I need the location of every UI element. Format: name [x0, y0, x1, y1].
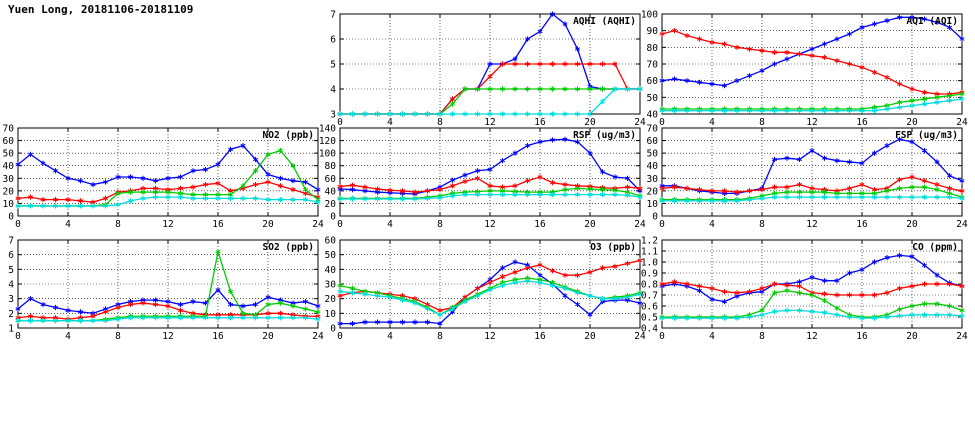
y-tick-label: 30 — [646, 173, 658, 185]
x-tick-label: 12 — [484, 219, 496, 230]
y-tick-label: 10 — [646, 198, 658, 210]
chart-svg-fsp — [632, 124, 966, 232]
x-tick-label: 0 — [15, 331, 21, 342]
y-tick-label: 0.5 — [640, 312, 658, 324]
y-tick-label: 50 — [324, 250, 336, 262]
y-tick-label: 60 — [646, 76, 658, 88]
plot-frame — [18, 128, 318, 216]
y-tick-label: 4 — [8, 279, 14, 291]
x-tick-label: 8 — [759, 331, 765, 342]
grid-lines — [662, 128, 962, 216]
y-tick-label: 0.9 — [640, 268, 658, 280]
x-tick-label: 20 — [906, 219, 918, 230]
x-tick-label: 4 — [387, 219, 393, 230]
y-tick-label: 1 — [8, 323, 14, 335]
y-tick-label: 6 — [8, 250, 14, 262]
y-tick-label: 4 — [330, 84, 336, 96]
y-tick-label: 60 — [324, 235, 336, 247]
y-tick-label: 80 — [324, 161, 336, 173]
y-tick-label: 10 — [2, 198, 14, 210]
y-tick-label: 0 — [330, 211, 336, 223]
x-tick-label: 16 — [534, 117, 546, 128]
series-line — [18, 252, 318, 321]
y-tick-label: 40 — [646, 109, 658, 121]
y-tick-label: 60 — [2, 136, 14, 148]
x-tick-label: 24 — [956, 117, 968, 128]
x-tick-label: 0 — [337, 331, 343, 342]
x-tick-label: 8 — [437, 219, 443, 230]
x-tick-label: 24 — [634, 331, 646, 342]
chart-panel-fsp — [632, 124, 966, 232]
x-tick-label: 16 — [856, 117, 868, 128]
x-tick-label: 8 — [759, 117, 765, 128]
y-tick-label: 40 — [324, 186, 336, 198]
chart-svg-co — [632, 236, 966, 344]
x-tick-label: 24 — [634, 219, 646, 230]
chart-svg-so2 — [0, 236, 322, 344]
x-tick-label: 20 — [262, 331, 274, 342]
x-tick-label: 4 — [65, 219, 71, 230]
x-tick-label: 24 — [956, 331, 968, 342]
y-tick-label: 2 — [8, 308, 14, 320]
x-tick-label: 0 — [659, 331, 665, 342]
panel-title-co: CO (ppm) — [912, 242, 958, 253]
y-tick-label: 80 — [646, 42, 658, 54]
y-tick-label: 0 — [8, 211, 14, 223]
y-tick-label: 70 — [2, 123, 14, 135]
series-line — [340, 262, 640, 324]
y-tick-label: 20 — [2, 186, 14, 198]
y-tick-label: 0 — [652, 211, 658, 223]
y-tick-label: 30 — [324, 279, 336, 291]
y-tick-label: 40 — [2, 161, 14, 173]
y-tick-label: 60 — [324, 173, 336, 185]
x-tick-label: 16 — [534, 219, 546, 230]
panel-title-aqhi: AQHI (AQHI) — [573, 16, 636, 27]
x-tick-label: 20 — [584, 219, 596, 230]
x-tick-label: 20 — [906, 117, 918, 128]
x-tick-label: 4 — [709, 219, 715, 230]
y-tick-label: 90 — [646, 26, 658, 38]
y-tick-label: 1.2 — [640, 235, 658, 247]
x-tick-label: 4 — [387, 117, 393, 128]
y-tick-label: 3 — [8, 294, 14, 306]
x-tick-label: 12 — [484, 117, 496, 128]
y-tick-label: 0.7 — [640, 290, 658, 302]
y-tick-label: 50 — [2, 148, 14, 160]
series-cyan — [16, 315, 321, 323]
x-tick-label: 16 — [534, 331, 546, 342]
x-tick-label: 16 — [856, 219, 868, 230]
x-tick-label: 4 — [65, 331, 71, 342]
y-tick-label: 0 — [330, 323, 336, 335]
y-tick-label: 0.8 — [640, 279, 658, 291]
grid-lines — [18, 128, 318, 216]
panel-title-no2: NO2 (ppb) — [262, 130, 314, 141]
chart-panel-so2 — [0, 236, 322, 344]
page-title: Yuen Long, 20181106-20181109 — [8, 3, 194, 16]
panel-title-rsp: RSP (ug/m3) — [573, 130, 636, 141]
y-tick-label: 20 — [324, 198, 336, 210]
x-tick-label: 20 — [262, 219, 274, 230]
y-tick-label: 120 — [318, 136, 336, 148]
y-tick-label: 40 — [324, 264, 336, 276]
y-tick-label: 30 — [2, 173, 14, 185]
y-tick-label: 0.6 — [640, 301, 658, 313]
x-tick-label: 0 — [15, 219, 21, 230]
y-tick-label: 50 — [646, 148, 658, 160]
x-tick-label: 24 — [312, 219, 324, 230]
chart-svg-no2 — [0, 124, 322, 232]
x-tick-label: 8 — [437, 331, 443, 342]
panel-title-so2: SO2 (ppb) — [262, 242, 314, 253]
x-tick-label: 0 — [337, 117, 343, 128]
chart-panel-rsp — [310, 124, 644, 232]
x-tick-label: 20 — [584, 331, 596, 342]
chart-svg-rsp — [310, 124, 644, 232]
x-tick-label: 8 — [759, 219, 765, 230]
chart-panel-aqhi — [310, 10, 644, 130]
x-tick-label: 12 — [806, 331, 818, 342]
panel-title-aqi: AQI (AQI) — [906, 16, 958, 27]
chart-svg-o3 — [310, 236, 644, 344]
x-tick-label: 8 — [115, 331, 121, 342]
chart-panel-o3 — [310, 236, 644, 344]
x-tick-label: 0 — [659, 117, 665, 128]
panel-title-o3: O3 (ppb) — [590, 242, 636, 253]
y-tick-label: 60 — [646, 136, 658, 148]
x-tick-label: 24 — [956, 219, 968, 230]
y-tick-label: 1.0 — [640, 257, 658, 269]
x-tick-label: 12 — [806, 219, 818, 230]
x-tick-label: 20 — [906, 331, 918, 342]
x-tick-label: 0 — [337, 219, 343, 230]
x-tick-label: 8 — [437, 117, 443, 128]
y-tick-label: 70 — [646, 123, 658, 135]
x-tick-label: 12 — [806, 117, 818, 128]
y-tick-label: 70 — [646, 59, 658, 71]
x-tick-label: 24 — [312, 331, 324, 342]
grid-lines — [662, 14, 962, 114]
x-tick-label: 24 — [634, 117, 646, 128]
x-tick-label: 4 — [709, 117, 715, 128]
y-tick-label: 140 — [318, 123, 336, 135]
x-tick-label: 12 — [162, 331, 174, 342]
y-tick-label: 20 — [646, 186, 658, 198]
chart-panel-co — [632, 236, 966, 344]
y-tick-label: 5 — [330, 59, 336, 71]
y-tick-label: 40 — [646, 161, 658, 173]
x-tick-label: 16 — [856, 331, 868, 342]
x-tick-label: 4 — [709, 331, 715, 342]
panel-title-fsp: FSP (ug/m3) — [895, 130, 958, 141]
plot-frame — [662, 128, 962, 216]
x-tick-label: 12 — [162, 219, 174, 230]
y-tick-label: 5 — [8, 264, 14, 276]
x-tick-label: 8 — [115, 219, 121, 230]
y-tick-label: 7 — [330, 9, 336, 21]
chart-panel-no2 — [0, 124, 322, 232]
chart-svg-aqi — [632, 10, 966, 130]
x-tick-label: 4 — [387, 331, 393, 342]
x-tick-label: 12 — [484, 331, 496, 342]
y-tick-label: 0.4 — [640, 323, 658, 335]
x-tick-label: 16 — [212, 331, 224, 342]
y-tick-label: 3 — [330, 109, 336, 121]
y-tick-label: 100 — [640, 9, 658, 21]
y-tick-label: 6 — [330, 34, 336, 46]
y-tick-label: 7 — [8, 235, 14, 247]
x-tick-label: 0 — [659, 219, 665, 230]
y-tick-label: 1.1 — [640, 246, 658, 258]
y-tick-label: 100 — [318, 148, 336, 160]
x-tick-label: 16 — [212, 219, 224, 230]
y-tick-label: 10 — [324, 308, 336, 320]
y-tick-label: 20 — [324, 294, 336, 306]
chart-svg-aqhi — [310, 10, 644, 130]
y-tick-label: 50 — [646, 92, 658, 104]
chart-panel-aqi — [632, 10, 966, 130]
series-markers — [16, 315, 321, 323]
x-tick-label: 20 — [584, 117, 596, 128]
